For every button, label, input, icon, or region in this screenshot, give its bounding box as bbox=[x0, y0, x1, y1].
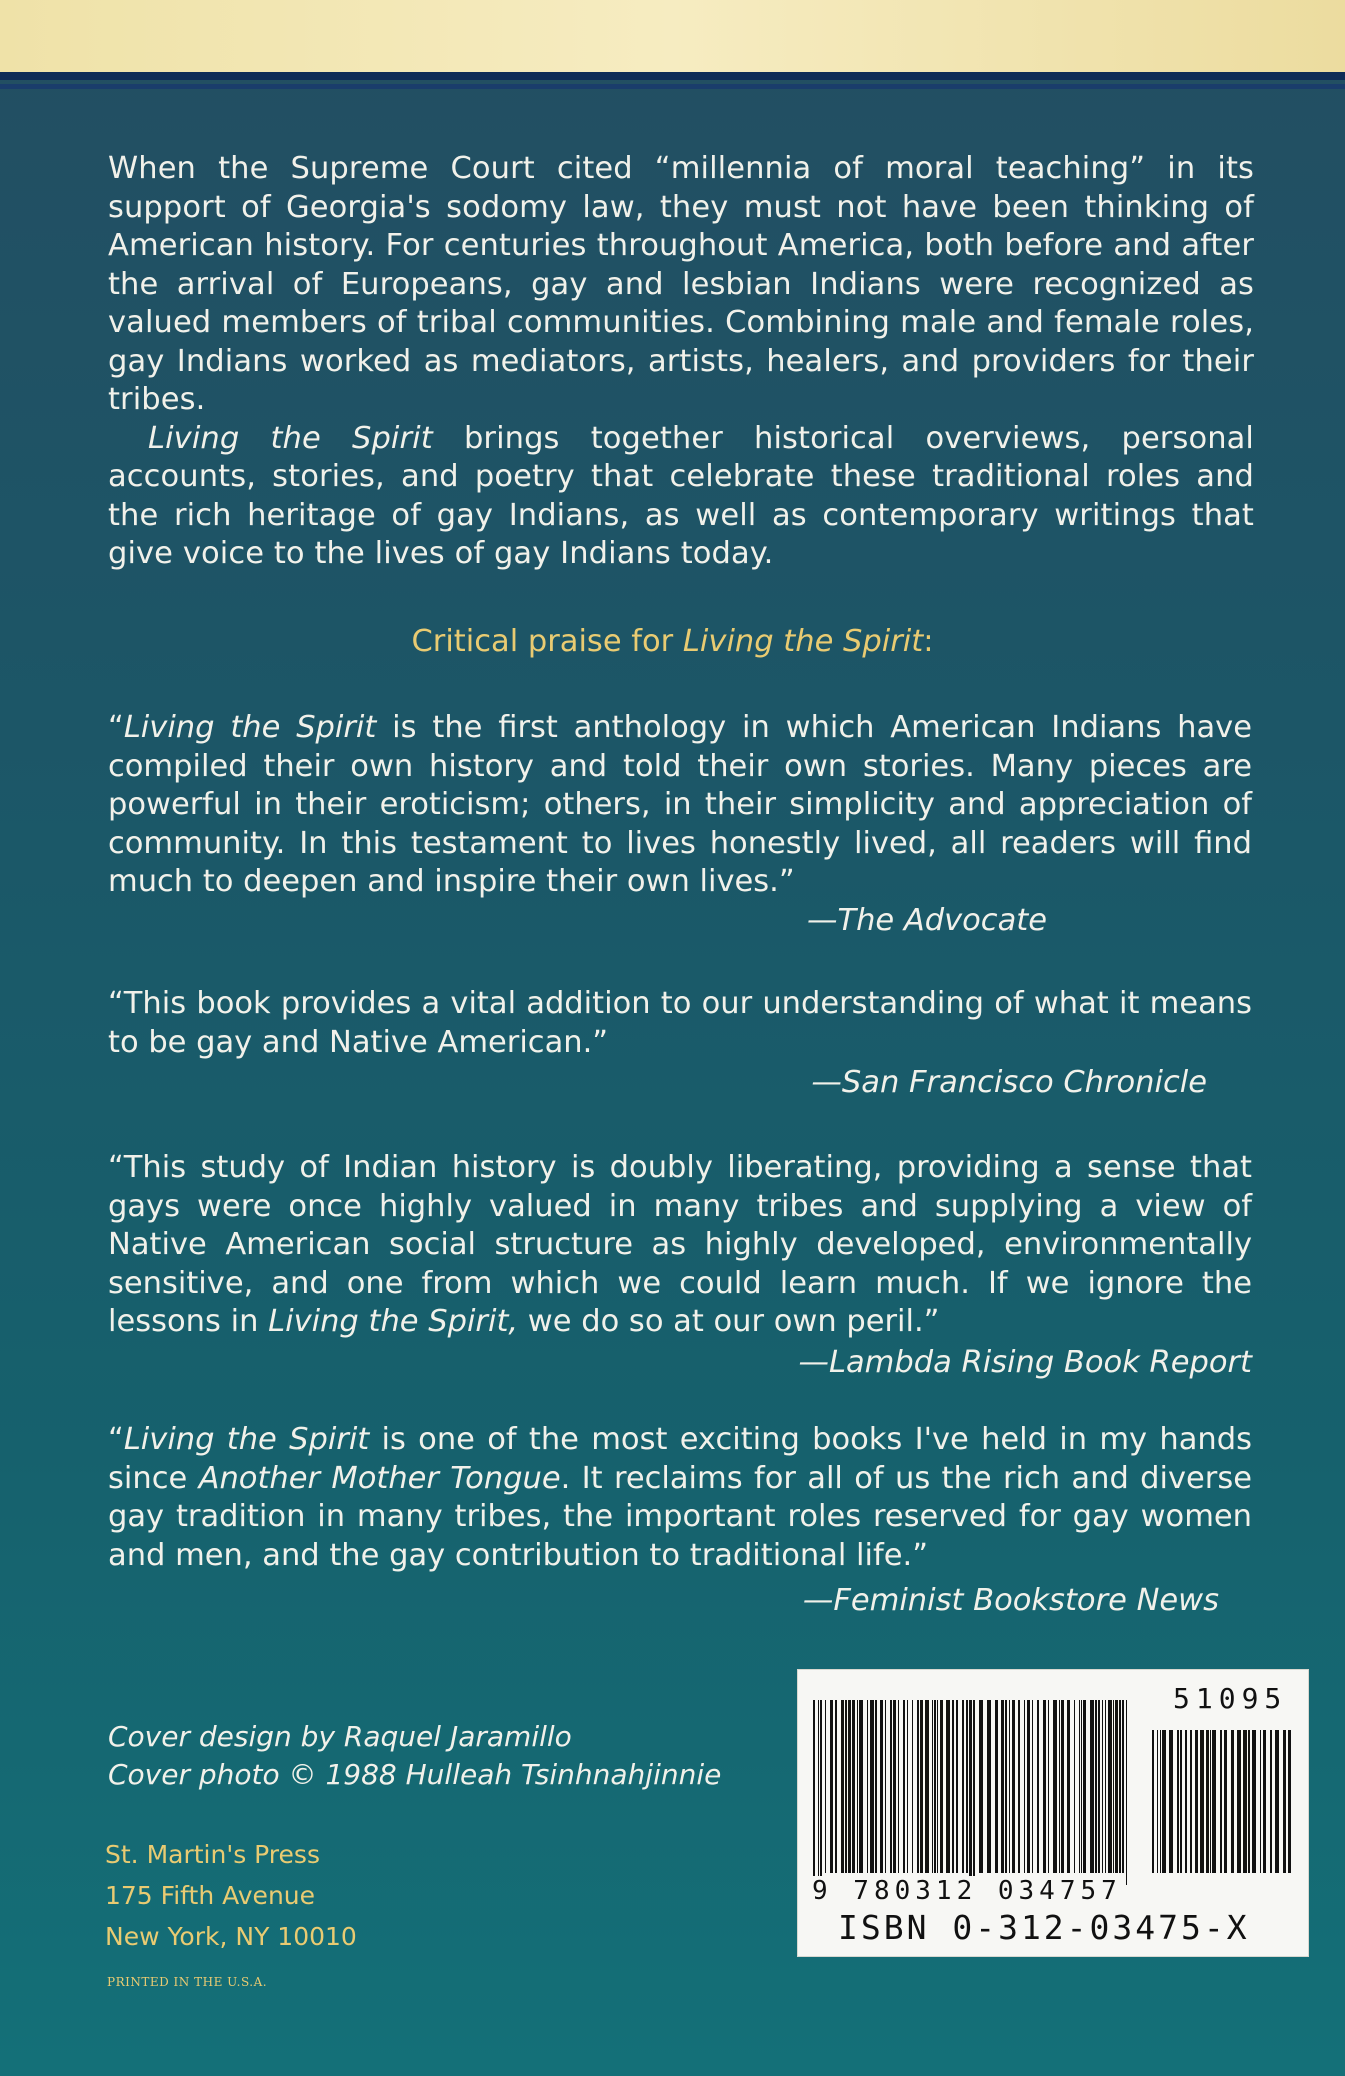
barcode-bar bbox=[1270, 1730, 1272, 1873]
barcode-bar bbox=[969, 1700, 972, 1885]
barcode-bar bbox=[1283, 1730, 1286, 1873]
barcode-bar bbox=[1126, 1700, 1127, 1885]
quote-book-title: Living the Spirit bbox=[123, 710, 377, 745]
barcode-bar bbox=[890, 1700, 892, 1873]
quote-text-end: . It reclaims for all of us the rich and diverse gay tradition in many tribes, the important roles reserved for gay women and men, and the gay contribution to traditional life.” bbox=[108, 1460, 1253, 1573]
intro-paragraph-2-text: brings together historical overviews, personal accounts, stories, and poetry that celebrate these traditional roles and the rich heritage of gay Indians, as well as contemporary writings that give voice to the lives of gay Indians today. bbox=[108, 420, 1254, 571]
isbn-number: ISBN 0-312-03475-X bbox=[838, 1908, 1250, 1947]
quote-mark: “ bbox=[108, 710, 124, 745]
barcode-bar bbox=[973, 1700, 975, 1885]
barcode-bar bbox=[952, 1700, 954, 1873]
barcode-bar bbox=[825, 1700, 826, 1873]
barcode-bar bbox=[1157, 1730, 1158, 1873]
barcode-bar bbox=[966, 1700, 968, 1873]
barcode-bar bbox=[813, 1700, 815, 1885]
barcode-bar bbox=[870, 1700, 874, 1873]
publisher-name: St. Martin's Press bbox=[105, 1840, 320, 1869]
barcode-bar bbox=[1169, 1730, 1173, 1873]
quote-book-title: Living the Spirit, bbox=[268, 1304, 519, 1339]
barcode-bar bbox=[987, 1700, 991, 1873]
barcode-bar bbox=[1081, 1700, 1082, 1873]
barcode-bar bbox=[1105, 1700, 1106, 1873]
barcode-bar bbox=[1102, 1700, 1103, 1873]
barcode-bar bbox=[1152, 1730, 1154, 1873]
barcode-bar bbox=[845, 1700, 847, 1873]
barcode-label bbox=[797, 1669, 1309, 1957]
quote-book-title: Living the Spirit bbox=[123, 1422, 370, 1457]
barcode-bar bbox=[1119, 1700, 1121, 1873]
barcode-bar bbox=[1012, 1700, 1015, 1873]
barcode-bar bbox=[1032, 1700, 1033, 1873]
barcode-bar bbox=[857, 1700, 858, 1873]
top-color-band bbox=[0, 0, 1345, 72]
review-quote-1 bbox=[108, 709, 1252, 902]
review-quote-2: “This book provides a vital addition to our understanding of what it means to be gay and Native American.” bbox=[108, 986, 1252, 1060]
quote-text: “This study of Indian history is doubly liberating, providing a sense that gays were once highly valued in many tribes and supplying a view of Native American social structure as highly developed, environmentally sensitive, and one from which we could learn much. If we ignore the lessons in bbox=[108, 1150, 1252, 1339]
barcode-bar bbox=[1009, 1700, 1010, 1873]
barcode-bar bbox=[962, 1700, 964, 1873]
barcode-bar bbox=[1224, 1730, 1227, 1873]
barcode-bar bbox=[1200, 1730, 1204, 1873]
barcode-bar bbox=[1098, 1700, 1100, 1873]
barcode-bar bbox=[1074, 1700, 1075, 1873]
barcode-bar bbox=[995, 1700, 998, 1873]
barcode-bar bbox=[1237, 1730, 1241, 1873]
addon-barcode bbox=[1150, 1730, 1298, 1885]
barcode-bar bbox=[1037, 1700, 1039, 1873]
barcode-bar bbox=[1185, 1730, 1187, 1873]
barcode-bar bbox=[925, 1700, 929, 1873]
review-quote-3 bbox=[108, 1149, 1252, 1342]
barcode-bar bbox=[1288, 1730, 1291, 1873]
quote-text-end: we do so at our own peril.” bbox=[518, 1304, 940, 1339]
barcode-bar bbox=[867, 1700, 868, 1873]
barcode-bar bbox=[1113, 1700, 1114, 1873]
ean-barcode bbox=[811, 1700, 1135, 1885]
barcode-bar bbox=[1095, 1700, 1097, 1873]
praise-heading bbox=[0, 622, 1345, 662]
barcode-bar bbox=[893, 1700, 896, 1873]
barcode-bar bbox=[820, 1700, 822, 1885]
barcode-bar bbox=[1220, 1730, 1222, 1873]
quote-text: is one of the most exciting books I've held in my hands since bbox=[108, 1422, 1252, 1496]
barcode-bar bbox=[1248, 1730, 1250, 1873]
barcode-bar bbox=[1195, 1730, 1198, 1873]
praise-heading-prefix: Critical praise for bbox=[411, 624, 683, 659]
cover-photo-credit: Cover photo © 1988 Hulleah Tsinhnahjinnie bbox=[108, 1758, 722, 1791]
barcode-bar bbox=[830, 1700, 833, 1873]
barcode-bar bbox=[1090, 1700, 1094, 1873]
book-title: Living the Spirit bbox=[148, 420, 433, 456]
barcode-bar bbox=[932, 1700, 933, 1873]
review-source-1: —The Advocate bbox=[806, 903, 1047, 938]
barcode-bar bbox=[956, 1700, 958, 1873]
barcode-bar bbox=[1115, 1700, 1118, 1873]
review-source-4: —Feminist Bookstore News bbox=[802, 1583, 1219, 1618]
quote-text: is the first anthology in which American Indians have compiled their own history and told their own stories. Many pieces are powerful in their eroticism; others, in their simplicity and appreciation of community. In this testament to lives honestly lived, all readers will find much to deepen and inspire their own lives.” bbox=[108, 710, 1252, 899]
barcode-bar bbox=[1122, 1700, 1124, 1873]
review-source-2: —San Francisco Chronicle bbox=[811, 1065, 1207, 1100]
barcode-bar bbox=[1018, 1700, 1020, 1873]
barcode-bar bbox=[1212, 1730, 1216, 1873]
printed-in-notice: PRINTED IN THE U.S.A. bbox=[107, 1975, 268, 1989]
barcode-bar bbox=[1210, 1730, 1211, 1873]
barcode-bar bbox=[1061, 1700, 1064, 1873]
barcode-bar bbox=[920, 1700, 923, 1873]
praise-heading-title: Living the Spirit bbox=[682, 624, 924, 659]
barcode-bar bbox=[1053, 1700, 1057, 1873]
barcode-bar bbox=[1160, 1730, 1161, 1873]
barcode-bar bbox=[875, 1700, 877, 1873]
barcode-bar bbox=[885, 1700, 886, 1873]
barcode-bar bbox=[907, 1700, 908, 1873]
barcode-bar bbox=[852, 1700, 855, 1873]
barcode-bar bbox=[937, 1700, 938, 1873]
barcode-bar bbox=[841, 1700, 844, 1873]
barcode-bar bbox=[880, 1700, 883, 1873]
barcode-bar bbox=[1263, 1730, 1266, 1873]
barcode-bar bbox=[1260, 1730, 1261, 1873]
barcode-bar bbox=[1190, 1730, 1192, 1873]
barcode-bar bbox=[1024, 1700, 1025, 1873]
top-rule-secondary bbox=[0, 84, 1345, 89]
barcode-bar bbox=[1079, 1700, 1080, 1873]
publisher-address-line-2: New York, NY 10010 bbox=[105, 1922, 357, 1951]
barcode-bar bbox=[917, 1700, 919, 1873]
publisher-block bbox=[105, 1834, 357, 1957]
barcode-bar bbox=[934, 1700, 936, 1873]
barcode-bar bbox=[903, 1700, 905, 1873]
barcode-bar bbox=[1231, 1730, 1234, 1873]
intro-paragraph-1: When the Supreme Court cited “millennia of moral teaching” in its support of Georgia's sodomy law, they must not have been thinking of American history. For centuries throughout America, both before and after the arrival of Europeans, gay and lesbian Indians were recognized as valued members of tribal communities. Combining male and female roles, gay Indians worked as mediators, artists, healers, and providers for their tribes. bbox=[108, 151, 1254, 417]
barcode-bar bbox=[1043, 1700, 1046, 1873]
barcode-bar bbox=[1027, 1700, 1030, 1873]
review-quote-4 bbox=[108, 1421, 1252, 1575]
barcode-bar bbox=[1059, 1700, 1060, 1873]
cover-design-credit: Cover design by Raquel Jaramillo bbox=[108, 1720, 572, 1753]
barcode-bar bbox=[1180, 1730, 1182, 1873]
barcode-bar bbox=[979, 1700, 983, 1873]
top-rule bbox=[0, 72, 1345, 80]
barcode-bar bbox=[1108, 1700, 1112, 1873]
barcode-bar bbox=[859, 1700, 863, 1873]
barcode-bar bbox=[1048, 1700, 1049, 1873]
barcode-bar bbox=[1162, 1730, 1166, 1873]
barcode-bar bbox=[1067, 1700, 1070, 1873]
barcode-bar bbox=[1005, 1700, 1007, 1873]
barcode-bar bbox=[1243, 1730, 1247, 1873]
barcode-addon-number: 51095 bbox=[1173, 1682, 1288, 1715]
barcode-ean-number: 9 780312 034757 bbox=[808, 1876, 1126, 1906]
barcode-bar bbox=[898, 1700, 899, 1873]
barcode-bar bbox=[1275, 1730, 1279, 1873]
barcode-bar bbox=[1177, 1730, 1179, 1873]
barcode-bar bbox=[1001, 1700, 1004, 1873]
praise-heading-suffix: : bbox=[923, 624, 934, 659]
barcode-bar bbox=[912, 1700, 913, 1873]
barcode-bar bbox=[848, 1700, 851, 1873]
quote-mark: “ bbox=[108, 1422, 124, 1457]
barcode-bar bbox=[946, 1700, 950, 1873]
barcode-bar bbox=[1252, 1730, 1256, 1873]
publisher-address-line-1: 175 Fifth Avenue bbox=[105, 1881, 316, 1910]
intro-paragraph-2 bbox=[108, 420, 1254, 574]
quote-other-book-title: Another Mother Tongue bbox=[198, 1460, 561, 1496]
intro-text bbox=[108, 150, 1254, 574]
cover-credits bbox=[108, 1718, 721, 1794]
barcode-bar bbox=[835, 1700, 837, 1873]
review-source-3: —Lambda Rising Book Report bbox=[798, 1345, 1252, 1380]
barcode-bar bbox=[940, 1700, 943, 1873]
barcode-bar bbox=[1083, 1700, 1086, 1873]
barcode-bar bbox=[818, 1700, 819, 1885]
barcode-bar bbox=[1206, 1730, 1209, 1873]
